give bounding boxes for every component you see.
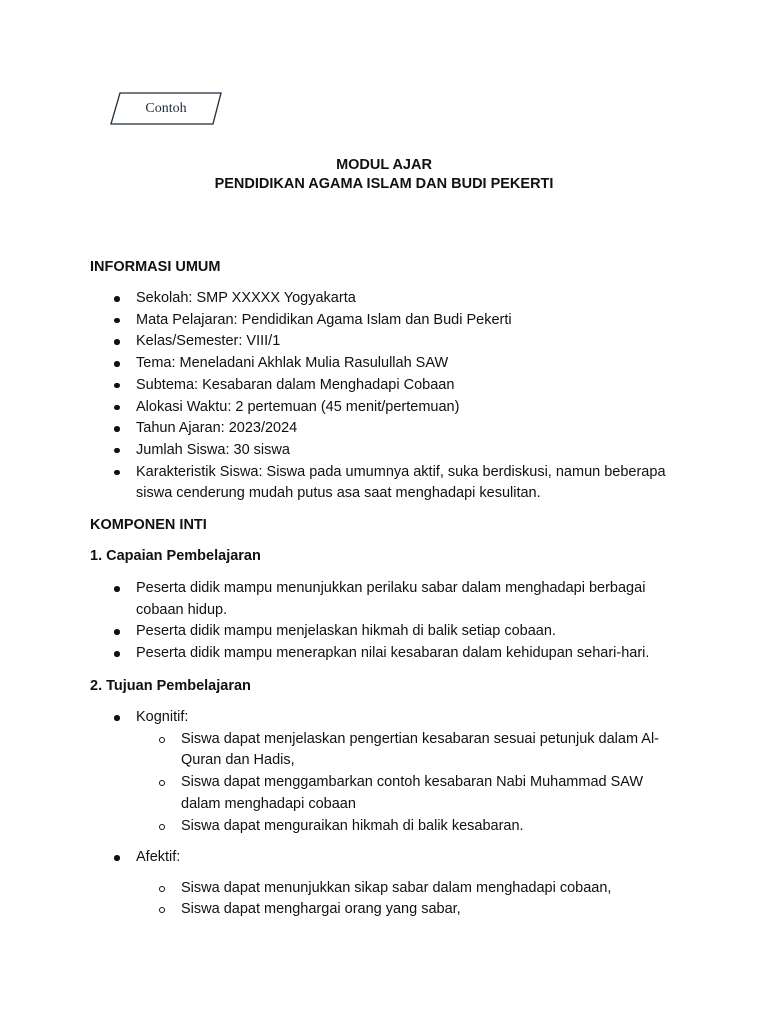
sub-list-item: Siswa dapat menjelaskan pengertian kesabaran sesuai petunjuk dalam Al-Quran dan Hadis,	[136, 729, 661, 772]
section-heading-informasi-umum: INFORMASI UMUM	[90, 259, 221, 275]
sub-list-item: Siswa dapat menghargai orang yang sabar,	[136, 899, 661, 921]
afektif-sublist	[0, 878, 696, 921]
list-item: Tema: Meneladani Akhlak Mulia Rasulullah SAW	[0, 353, 696, 375]
list-item: Alokasi Waktu: 2 pertemuan (45 menit/pertemuan)	[0, 397, 696, 419]
list-item: Peserta didik mampu menunjukkan perilaku sabar dalam menghadapi berbagai cobaan hidup.	[0, 578, 696, 621]
contoh-badge	[110, 92, 222, 125]
informasi-umum-list	[0, 288, 696, 505]
document-title: MODUL AJAR	[336, 157, 432, 173]
document-subtitle: PENDIDIKAN AGAMA ISLAM DAN BUDI PEKERTI	[214, 176, 554, 192]
afektif-label: Afektif:	[136, 849, 181, 865]
kognitif-sublist	[0, 729, 696, 838]
list-item: Sekolah: SMP XXXXX Yogyakarta	[0, 288, 696, 310]
list-item: Peserta didik mampu menjelaskan hikmah di balik setiap cobaan.	[0, 621, 696, 643]
kognitif-label: Kognitif:	[136, 709, 189, 725]
badge-label: Contoh	[145, 100, 187, 116]
list-item: Tahun Ajaran: 2023/2024	[0, 418, 696, 440]
sub-list-item: Siswa dapat menggambarkan contoh kesabaran Nabi Muhammad SAW dalam menghadapi cobaan	[136, 772, 661, 815]
sub-list-item: Siswa dapat menguraikan hikmah di balik kesabaran.	[136, 816, 661, 838]
list-item: Kelas/Semester: VIII/1	[0, 331, 696, 353]
list-item: Karakteristik Siswa: Siswa pada umumnya aktif, suka berdiskusi, namun beberapa siswa cenderung mudah putus asa saat menghadapi kesulitan.	[0, 462, 696, 505]
list-item: Mata Pelajaran: Pendidikan Agama Islam dan Budi Pekerti	[0, 310, 696, 332]
list-item-kognitif	[0, 707, 696, 837]
sub-list-item: Siswa dapat menunjukkan sikap sabar dalam menghadapi cobaan,	[136, 878, 661, 900]
subsection-heading-capaian: 1. Capaian Pembelajaran	[90, 548, 261, 564]
subsection-heading-tujuan: 2. Tujuan Pembelajaran	[90, 678, 251, 694]
list-item: Peserta didik mampu menerapkan nilai kesabaran dalam kehidupan sehari-hari.	[0, 643, 696, 665]
tujuan-kognitif-list	[0, 707, 696, 837]
list-item: Jumlah Siswa: 30 siswa	[0, 440, 696, 462]
list-item: Subtema: Kesabaran dalam Menghadapi Cobaan	[0, 375, 696, 397]
tujuan-afektif-list	[0, 847, 696, 921]
capaian-list	[0, 578, 696, 665]
section-heading-komponen-inti: KOMPONEN INTI	[90, 517, 207, 533]
list-item-afektif	[0, 847, 696, 921]
